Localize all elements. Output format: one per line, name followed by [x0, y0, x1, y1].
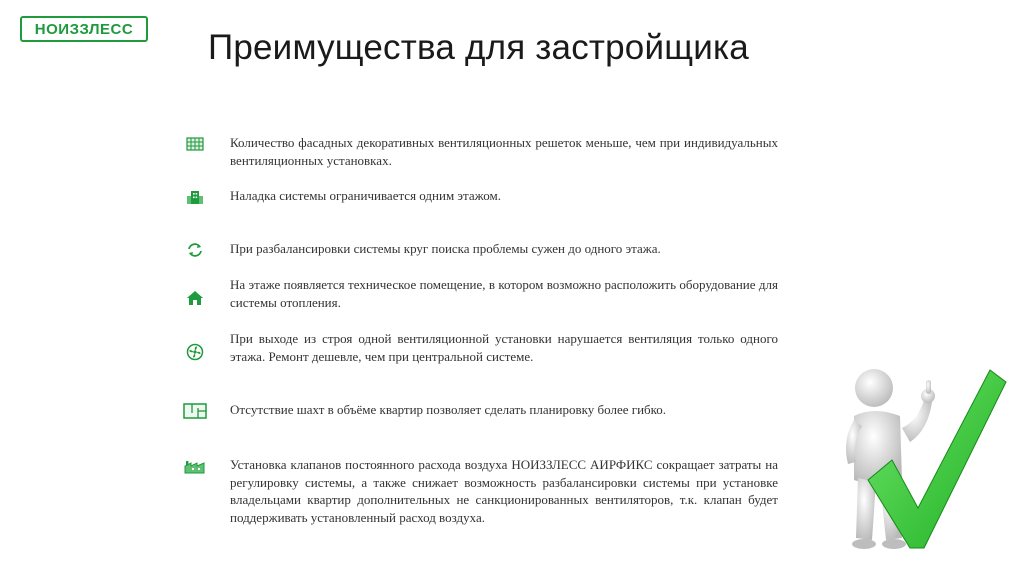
advantage-text: Отсутствие шахт в объёме квартир позволяет сделать планировку более гибко. — [230, 402, 667, 417]
advantage-item — [180, 276, 780, 311]
advantage-item — [180, 330, 780, 365]
advantage-item — [180, 240, 780, 260]
advantage-item — [180, 187, 780, 207]
advantage-item — [180, 401, 780, 421]
advantage-text: При выходе из строя одной вентиляционной установки нарушается вентиляция только одного этажа. Ремонт дешевле, чем при центральной системе. — [230, 331, 778, 364]
refresh-icon — [180, 240, 210, 260]
advantage-item — [180, 134, 780, 169]
company-logo: НОИЗЗЛЕСС — [20, 16, 148, 42]
advantage-text: Количество фасадных декоративных вентиляционных решеток меньше, чем при индивидуальных вентиляционных установках. — [230, 135, 778, 168]
factory-icon — [180, 456, 210, 476]
building-icon — [180, 187, 210, 207]
advantage-text: Установка клапанов постоянного расхода воздуха НОИЗЗЛЕСС АИРФИКС сокращает затраты на регулировку системы, а также снижает возможность разбалансировки системы при установке владельцами квартир дополнительных не санкционированных вентиляторов, т.к. клапан будет поддерживать установленный расход воздуха. — [230, 457, 778, 525]
man-with-checkmark-illustration — [840, 360, 1010, 555]
advantage-text: При разбалансировки системы круг поиска проблемы сужен до одного этажа. — [230, 241, 661, 256]
fan-icon — [180, 342, 210, 362]
floorplan-icon — [180, 401, 210, 421]
page-title: Преимущества для застройщика — [208, 28, 749, 67]
advantage-text: Наладка системы ограничивается одним этажом. — [230, 188, 502, 203]
home-icon — [180, 288, 210, 308]
advantage-item — [180, 456, 780, 526]
grid-icon — [180, 134, 210, 154]
advantage-text: На этаже появляется техническое помещение, в котором возможно расположить оборудование для системы отопления. — [230, 277, 778, 310]
